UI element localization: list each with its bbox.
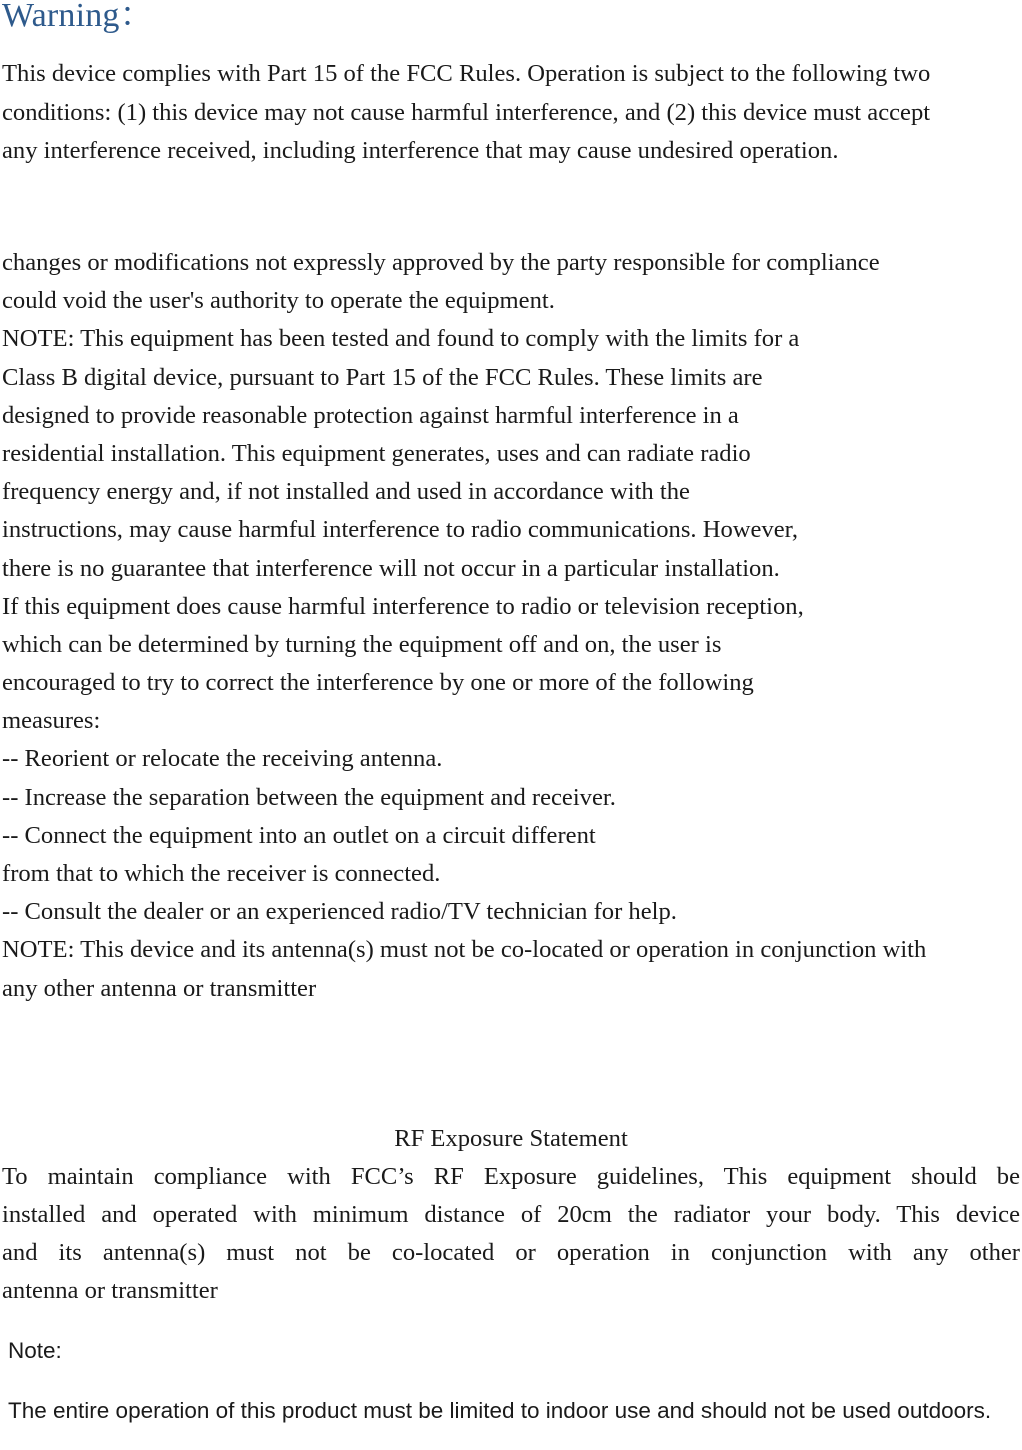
- text-line: and its antenna(s) must not be co-located or operation in conjunction with any other: [2, 1239, 1020, 1266]
- text-line: any other antenna or transmitter: [2, 974, 317, 1002]
- list-item: -- Reorient or relocate the receiving antenna.: [2, 745, 443, 773]
- text-line: measures:: [2, 707, 101, 735]
- text-line: designed to provide reasonable protection against harmful interference in a: [2, 401, 739, 429]
- note-text: The entire operation of this product must be limited to indoor use and should not be used outdoors.: [8, 1398, 992, 1423]
- text-line: instructions, may cause harmful interference to radio communications. However,: [2, 516, 798, 544]
- warning-heading: Warning：: [2, 0, 154, 34]
- text-line: changes or modifications not expressly approved by the party responsible for compliance: [2, 249, 880, 276]
- rf-exposure-heading: RF Exposure Statement: [394, 1125, 628, 1152]
- text-line: installed and operated with minimum distance of 20cm the radiator your body. This device: [2, 1201, 1020, 1228]
- text-line: To maintain compliance with FCC’s RF Exposure guidelines, This equipment should be: [2, 1163, 1020, 1190]
- text-line: antenna or transmitter: [2, 1277, 218, 1304]
- list-item: -- Increase the separation between the equipment and receiver.: [2, 783, 616, 811]
- text-line: Class B digital device, pursuant to Part 15 of the FCC Rules. These limits are: [2, 363, 763, 391]
- text-line: frequency energy and, if not installed and used in accordance with the: [2, 478, 690, 506]
- text-line: NOTE: This equipment has been tested and found to comply with the limits for a: [2, 325, 800, 353]
- text-line: conditions: (1) this device may not cause harmful interference, and (2) this device must accept: [2, 98, 931, 126]
- text-line: could void the user's authority to operate the equipment.: [2, 287, 555, 315]
- text-line: NOTE: This device and its antenna(s) must not be co-located or operation in conjunction with: [2, 936, 927, 964]
- text-line: residential installation. This equipment generates, uses and can radiate radio: [2, 439, 751, 467]
- text-line: there is no guarantee that interference will not occur in a particular installation.: [2, 554, 780, 582]
- note-label: Note:: [8, 1338, 62, 1363]
- warning-paragraph: [2, 55, 1022, 171]
- list-item: -- Consult the dealer or an experienced radio/TV technician for help.: [2, 898, 677, 926]
- list-item: -- Connect the equipment into an outlet on a circuit different: [2, 821, 596, 849]
- text-line: If this equipment does cause harmful interference to radio or television reception,: [2, 592, 804, 620]
- text-line: This device complies with Part 15 of the FCC Rules. Operation is subject to the following two: [2, 60, 931, 87]
- text-line: from that to which the receiver is connected.: [2, 860, 441, 887]
- text-line: which can be determined by turning the equipment off and on, the user is: [2, 630, 722, 658]
- rf-exposure-paragraph: [2, 1158, 1022, 1310]
- text-line: encouraged to try to correct the interference by one or more of the following: [2, 669, 754, 697]
- text-line: any interference received, including interference that may cause undesired operation.: [2, 137, 839, 164]
- fcc-statement: [2, 244, 1022, 1008]
